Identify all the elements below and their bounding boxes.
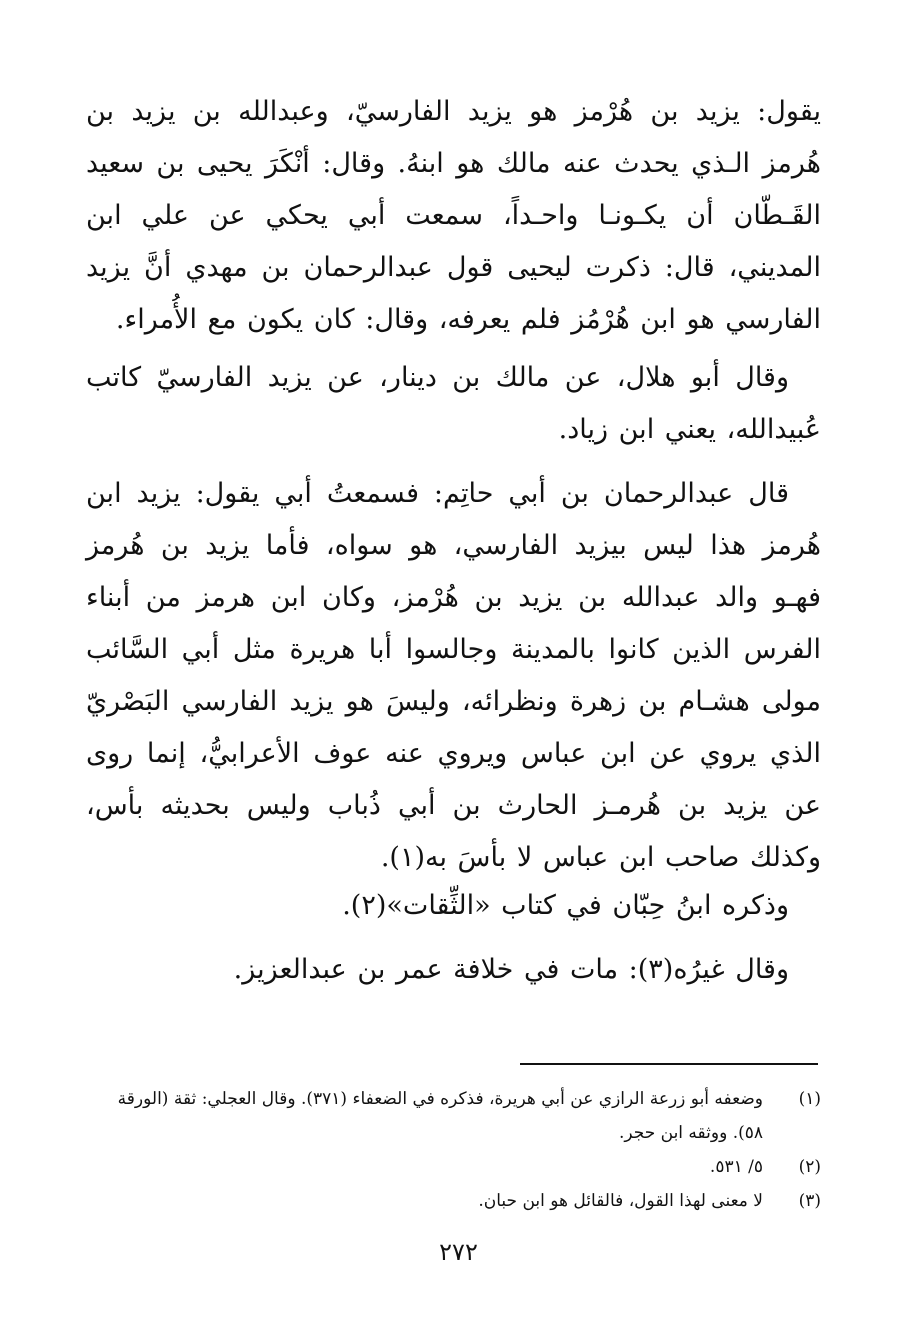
footnote-text: لا معنى لهذا القول، فالقائل هو ابن حبان. <box>478 1191 763 1211</box>
footnote-number: (٢) <box>798 1157 821 1177</box>
footnote-number: (٣) <box>798 1191 821 1211</box>
body-paragraph-1: يقول: يزيد بن هُرْمز هو يزيد الفارسيّ، وعبدالله بن يزيد بن هُرمز الـذي يحدث عنه مالك هو ابنهُ. وقال: أنْكَرَ يحيى بن سعيد القَـطّان أن يكـونـا واحـداً، سمعت أبي يحكي عن علي ابن المديني، قال: ذكرت ليحيى قول عبدالرحمان بن مهدي أنَّ يزيد الفارسي هو ابن هُرْمُز فلم يعرفه، وقال: كان يكون مع الأُمراء. <box>86 96 821 335</box>
footnote-2 <box>100 1150 821 1184</box>
footnote-3 <box>100 1184 821 1218</box>
footnotes-section <box>100 1082 821 1218</box>
body-paragraph-5: وقال غيرُه(٣): مات في خلافة عمر بن عبدالعزيز. <box>233 954 789 985</box>
footnote-1 <box>100 1082 821 1150</box>
body-paragraph-4: وذكره ابنُ حِبّان في كتاب «الثِّقات»(٢). <box>342 890 789 921</box>
body-paragraph-3: قال عبدالرحمان بن أبي حاتِم: فسمعتُ أبي يقول: يزيد ابن هُرمز هذا ليس بيزيد الفارسي، هو سواه، فأما يزيد بن هُرمز فهـو والد عبدالله بن يزيد بن هُرْمز، وكان ابن هرمز من أبناء الفرس الذين كانوا بالمدينة وجالسوا أبا هريرة مثل أبي السَّائب مولى هشـام بن زهرة ونظرائه، وليسَ هو يزيد الفارسي البَصْريّ الذي يروي عن ابن عباس ويروي عنه عوف الأعرابيُّ، إنما روى عن يزيد بن هُرمـز الحارث بن أبي ذُباب وليس بحديثه بأس، وكذلك صاحب ابن عباس لا بأسَ به(١). <box>86 478 821 873</box>
footnote-text: ٥/ ٥٣١. <box>709 1157 763 1177</box>
page-number: ٢٧٢ <box>439 1238 478 1266</box>
body-paragraph-2: وقال أبو هلال، عن مالك بن دينار، عن يزيد الفارسيّ كاتب عُبيدالله، يعني ابن زياد. <box>86 362 821 445</box>
footnote-text: وضعفه أبو زرعة الرازي عن أبي هريرة، فذكره في الضعفاء (٣٧١). وقال العجلي: ثقة (الورقة ٥٨). ووثقه ابن حجر. <box>117 1089 763 1143</box>
footnote-separator <box>520 1063 818 1065</box>
footnote-number: (١) <box>798 1089 821 1109</box>
